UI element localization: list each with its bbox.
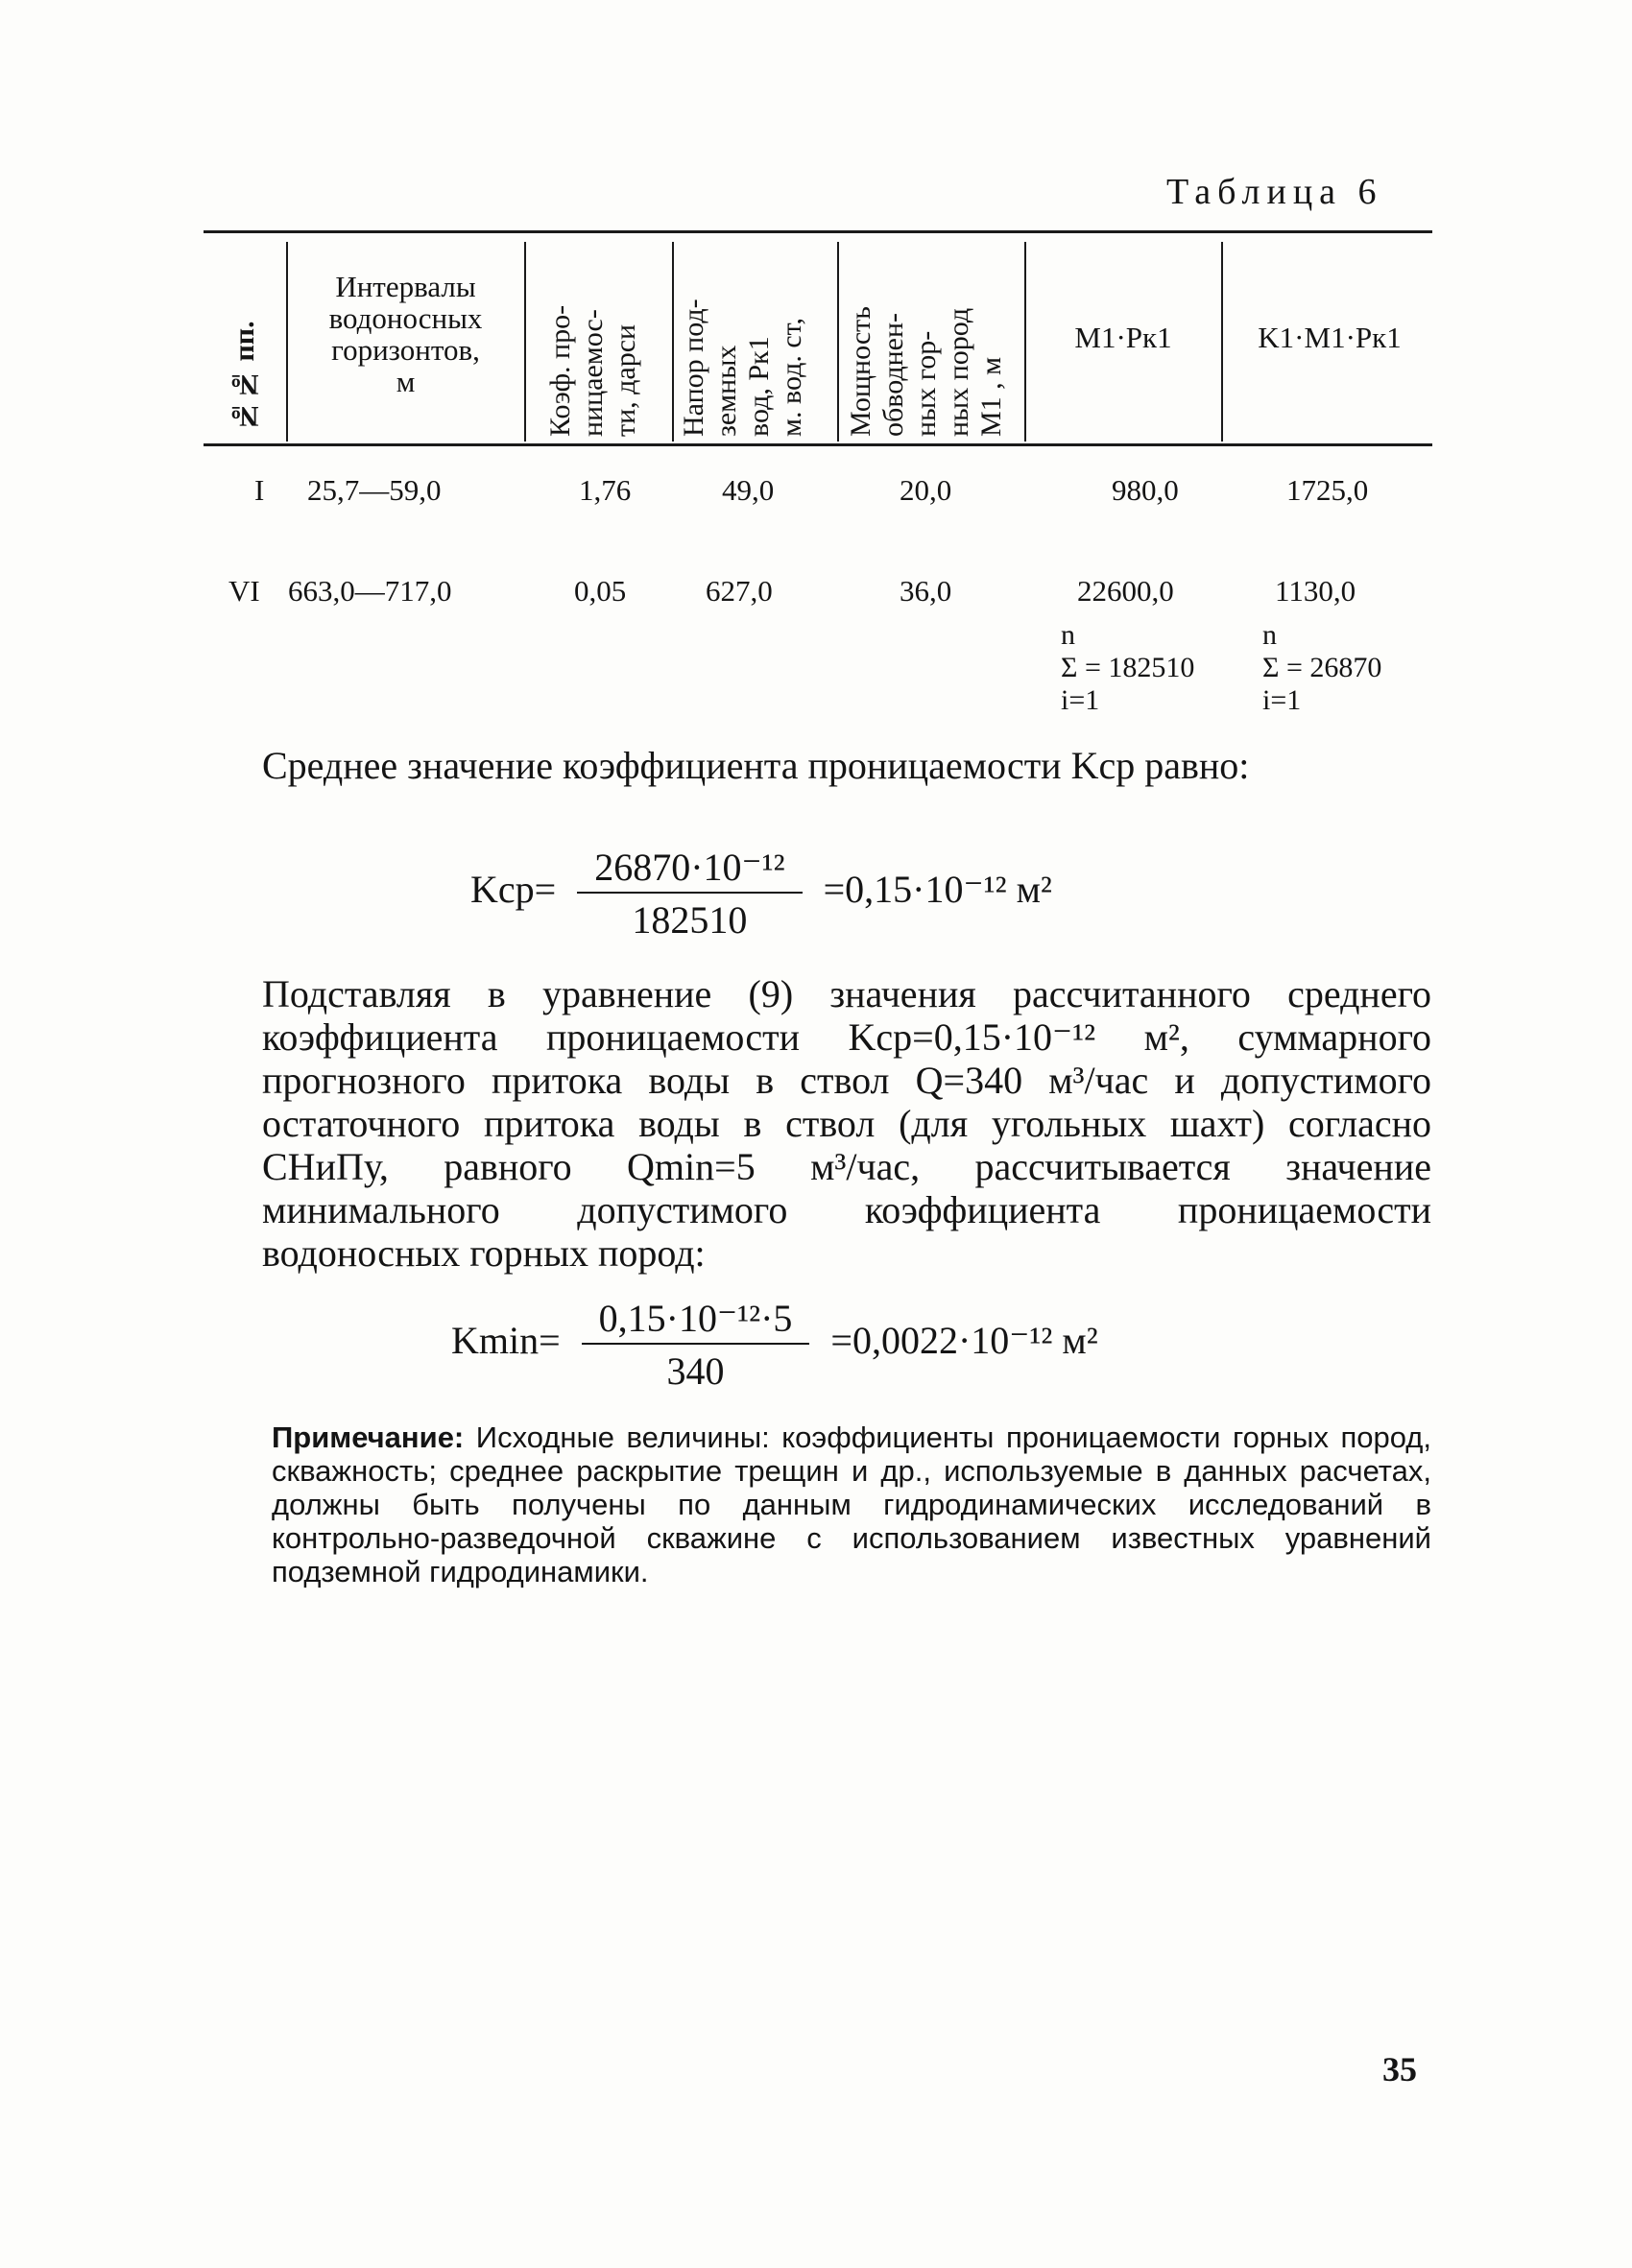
row1-coef: 1,76 [579,473,632,507]
formula2-lhs: Kmin= [451,1319,561,1363]
row1-interval: 25,7—59,0 [307,473,442,507]
row2-kmp: 1130,0 [1275,574,1356,608]
formula1-lhs: Kср= [470,868,557,912]
formula2-fraction [582,1296,810,1394]
row2-interval: 663,0—717,0 [288,574,452,608]
table-top-rule [204,230,1432,233]
formula1-denominator: 182510 [632,898,748,942]
formula-kmin [451,1296,1098,1394]
row1-num: I [254,473,265,507]
row2-num: VI [228,574,260,608]
formula1-numerator: 26870·10⁻¹² [577,845,802,894]
row1-mp: 980,0 [1112,473,1179,507]
paragraph-2: Подставляя в уравнение (9) значения рассчитанного среднего коэффициента проницаемости Kср=0,15·10⁻¹² м², суммарного прогнозного притока воды в ствол Q=340 м³/час и допустимого остаточного притока воды в ствол (для угольных шахт) согласно СНиПу, равного Qmin=5 м³/час, рассчитывается значение минимального допустимого коэффициента проницаемости водоносных горных пород: [262,972,1431,1275]
row2-head: 627,0 [706,574,773,608]
formula2-numerator: 0,15·10⁻¹²·5 [582,1296,810,1345]
column-divider [286,242,288,442]
table-caption: Таблица 6 [1166,172,1383,212]
column-divider [524,242,526,442]
paragraph-1: Среднее значение коэффициента проницаемости Kср равно: [262,744,1250,787]
formula2-rhs: =0,0022·10⁻¹² м² [830,1319,1098,1363]
header-num: №№ пп. [228,321,260,432]
row1-kmp: 1725,0 [1286,473,1369,507]
formula2-denominator: 340 [666,1349,725,1393]
column-divider [1024,242,1026,442]
header-coef: Коэф. про- ницаемос- ти, дарси [544,304,641,437]
formula1-fraction [577,845,802,943]
formula1-rhs: =0,15·10⁻¹² м² [823,868,1052,912]
header-head: Напор под- земных вод, Pк1 м. вод. ст, [678,298,807,437]
row2-thickness: 36,0 [900,574,952,608]
column-divider [672,242,674,442]
header-m-p: M1·Pк1 [1074,321,1172,354]
row2-coef: 0,05 [574,574,627,608]
header-intervals: Интервалы водоносных горизонтов, м [328,270,483,398]
header-k-m-p: K1·M1·Pк1 [1258,321,1402,354]
header-thickness: Мощность обводнен- ных гор- ных пород M1 , м [845,306,1007,437]
sum-kmp: n Σ = 26870 i=1 [1262,619,1382,716]
note-text: Исходные величины: коэффициенты проницаемости горных пород, скважность; среднее раскрытие трещин и др., используемые в данных расчетах, должны быть получены по данным гидродинамических исследований в контрольно-разведочной скважине с использованием известных уравнений подземной гидродинамики. [272,1420,1431,1588]
row1-head: 49,0 [722,473,775,507]
note [272,1420,1431,1588]
row1-thickness: 20,0 [900,473,952,507]
column-divider [1221,242,1223,442]
note-label: Примечание: [272,1420,465,1454]
row2-mp: 22600,0 [1077,574,1174,608]
sum-mp: n Σ = 182510 i=1 [1061,619,1195,716]
page-number: 35 [1382,2050,1417,2089]
column-divider [837,242,839,442]
formula-kcp [470,845,1052,943]
table-header-rule [204,443,1432,446]
